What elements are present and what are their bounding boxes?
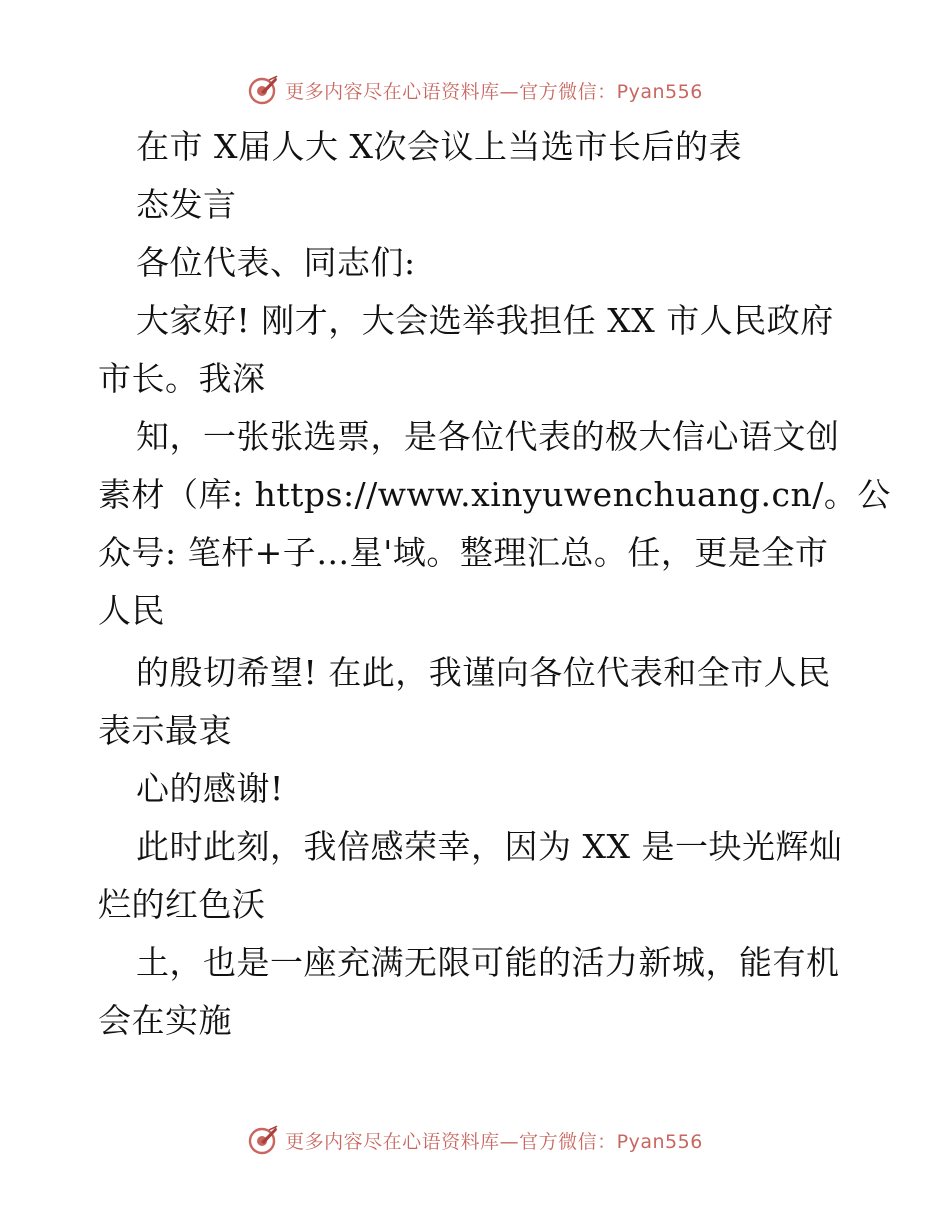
doc-line: 土，也是一座充满无限可能的活力新城，能有机	[136, 943, 840, 982]
doc-line: 烂的红色沃	[98, 885, 266, 924]
doc-line: 大家好! 刚才，大会选举我担任 XX 市人民政府	[136, 301, 834, 340]
banner-text: 更多内容尽在心语资料库—官方微信：Pyan556	[285, 1130, 703, 1153]
doc-line: 此时此刻，我倍感荣幸，因为 XX 是一块光辉灿	[136, 827, 843, 866]
doc-line: 会在实施	[98, 1001, 232, 1040]
doc-line: 表示最衷	[98, 711, 232, 750]
doc-line: 各位代表、同志们:	[136, 243, 416, 282]
doc-line: 市长。我深	[98, 359, 266, 398]
doc-line: 心的感谢!	[136, 769, 284, 808]
banner-text: 更多内容尽在心语资料库—官方微信：Pyan556	[285, 80, 703, 103]
doc-line: 人民	[98, 591, 165, 630]
doc-line: 知，一张张选票，是各位代表的极大信心语文创	[136, 417, 840, 456]
footer-banner	[0, 1120, 950, 1160]
header-banner	[0, 70, 950, 110]
quill-seal-icon	[247, 1124, 279, 1156]
doc-line: 素材（库: https://www.xinyuwenchuang.cn/。公	[98, 475, 891, 514]
doc-line: 态发言	[136, 185, 237, 224]
doc-line: 众号: 笔杆+子…星'域。整理汇总。任，更是全市	[98, 533, 829, 572]
quill-seal-icon	[247, 74, 279, 106]
doc-line: 在市 X届人大 X次会议上当选市长后的表	[136, 127, 742, 166]
doc-line: 的殷切希望! 在此，我谨向各位代表和全市人民	[136, 653, 831, 692]
